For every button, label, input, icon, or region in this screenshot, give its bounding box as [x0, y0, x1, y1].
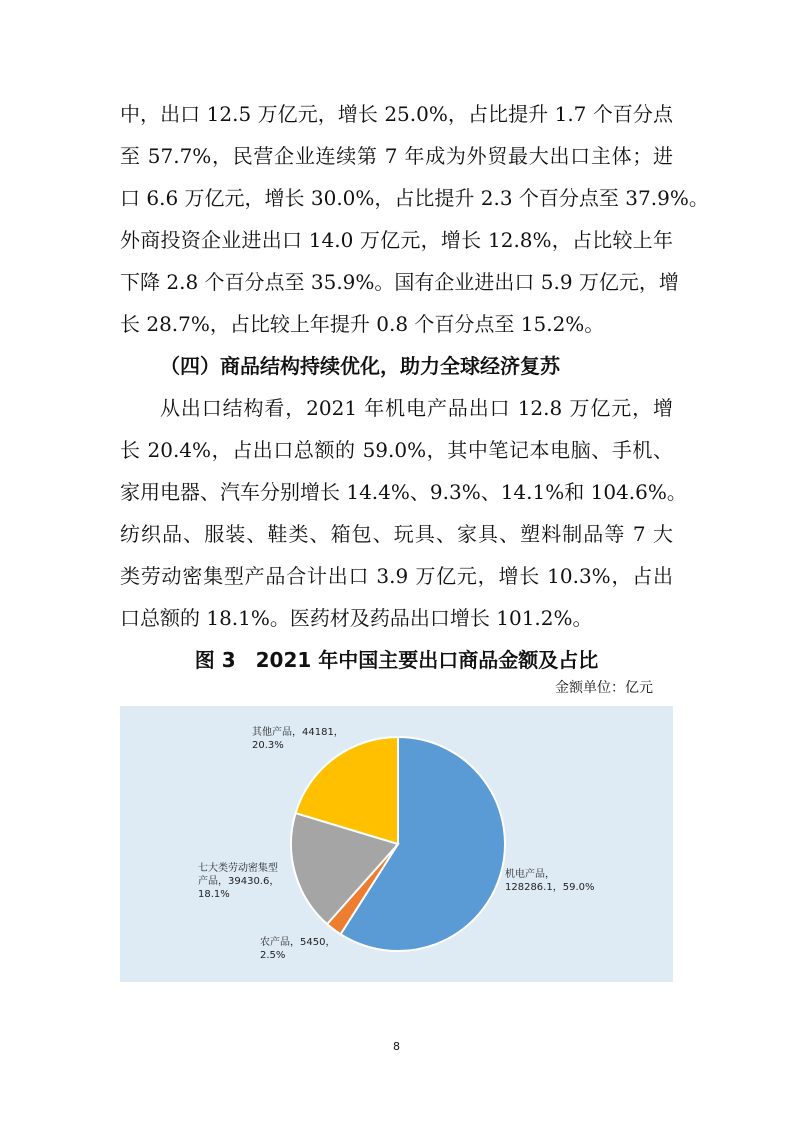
- figure-unit: 金额单位：亿元: [555, 680, 653, 696]
- paragraph-line: 长 20.4%，占出口总额的 59.0%，其中笔记本电脑、手机、: [120, 438, 673, 462]
- paragraph-line: 家用电器、汽车分别增长 14.4%、9.3%、14.1%和 104.6%。: [120, 480, 687, 504]
- paragraph-line: 类劳动密集型产品合计出口 3.9 万亿元，增长 10.3%，占出: [120, 564, 673, 588]
- paragraph-line: 中，出口 12.5 万亿元，增长 25.0%，占比提升 1.7 个百分点: [120, 102, 673, 126]
- pie-chart: [120, 706, 673, 982]
- paragraph-line: 至 57.7%，民营企业连续第 7 年成为外贸最大出口主体；进: [120, 144, 673, 168]
- section-heading: （四）商品结构持续优化，助力全球经济复苏: [160, 354, 560, 378]
- paragraph-line: 口 6.6 万亿元，增长 30.0%，占比提升 2.3 个百分点至 37.9%。: [120, 186, 709, 210]
- page-number: 8: [393, 1040, 400, 1053]
- pie-slice-label: 机电产品， 128286.1，59.0%: [505, 869, 595, 893]
- paragraph-line: 长 28.7%，占比较上年提升 0.8 个百分点至 15.2%。: [120, 312, 605, 336]
- paragraph-line: 从出口结构看，2021 年机电产品出口 12.8 万亿元，增: [160, 396, 673, 420]
- pie-slice-label: 七大类劳动密集型产品，39430.6， 18.1%: [198, 863, 280, 900]
- pie-slice-label: 农产品，5450， 2.5%: [260, 937, 336, 961]
- pie-chart-panel: [120, 706, 673, 982]
- figure-title: 图 3 2021 年中国主要出口商品金额及占比: [194, 648, 599, 672]
- paragraph-line: 下降 2.8 个百分点至 35.9%。国有企业进出口 5.9 万亿元，增: [120, 270, 679, 294]
- paragraph-line: 外商投资企业进出口 14.0 万亿元，增长 12.8%，占比较上年: [120, 228, 673, 252]
- pie-slice-label: 其他产品，44181， 20.3%: [252, 727, 344, 751]
- paragraph-line: 口总额的 18.1%。医药材及药品出口增长 101.2%。: [120, 606, 593, 630]
- paragraph-line: 纺织品、服装、鞋类、箱包、玩具、家具、塑料制品等 7 大: [120, 522, 673, 546]
